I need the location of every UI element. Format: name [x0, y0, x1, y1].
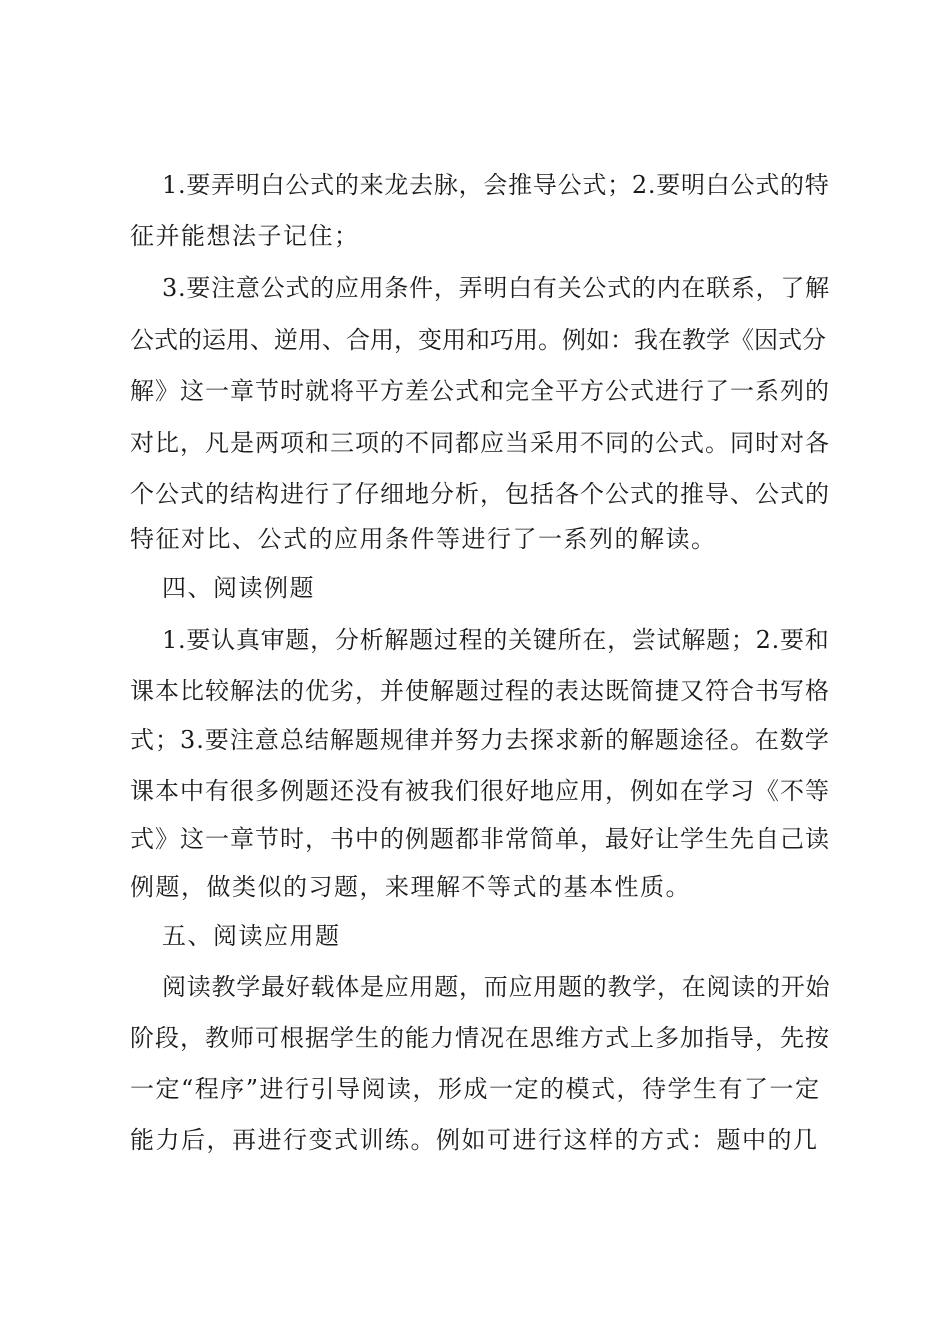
paragraph-line: 公式的运用、逆用、合用，变用和巧用。例如：我在教学《因式分 [130, 326, 826, 354]
paragraph-line: 1.要认真审题，分析解题过程的关键所在，尝试解题；2.要和 [162, 626, 830, 654]
paragraph-line: 式》这一章节时，书中的例题都非常简单，最好让学生先自己读 [130, 825, 830, 853]
paragraph-line: 个公式的结构进行了仔细地分析，包括各个公式的推导、公式的 [130, 480, 830, 508]
paragraph-line: 对比，凡是两项和三项的不同都应当采用不同的公式。同时对各 [130, 429, 830, 457]
paragraph-line: 3.要注意公式的应用条件，弄明白有关公式的内在联系，了解 [162, 274, 830, 302]
paragraph-line: 解》这一章节时就将平方差公式和完全平方公式进行了一系列的 [130, 377, 830, 405]
paragraph-line: 式；3.要注意总结解题规律并努力去探求新的解题途径。在数学 [130, 726, 830, 754]
paragraph-line: 例题，做类似的习题，来理解不等式的基本性质。 [130, 873, 691, 901]
paragraph-line: 阶段，教师可根据学生的能力情况在思维方式上多加指导，先按 [130, 1024, 830, 1052]
paragraph-line: 征并能想法子记住； [130, 222, 360, 250]
paragraph-line: 能力后，再进行变式训练。例如可进行这样的方式：题中的几 [130, 1126, 819, 1154]
paragraph-line: 课本中有很多例题还没有被我们很好地应用，例如在学习《不等 [130, 777, 830, 805]
paragraph-line: 课本比较解法的优劣，并使解题过程的表达既简捷又符合书写格 [130, 677, 830, 705]
paragraph-line: 阅读教学最好载体是应用题，而应用题的教学，在阅读的开始 [162, 973, 831, 1001]
paragraph-line: 一定“程序”进行引导阅读，形成一定的模式，待学生有了一定 [130, 1075, 821, 1103]
section-heading: 五、阅读应用题 [162, 922, 341, 950]
paragraph-line: 特征对比、公式的应用条件等进行了一系列的解读。 [130, 525, 717, 553]
paragraph-line: 1.要弄明白公式的来龙去脉，会推导公式；2.要明白公式的特 [162, 171, 830, 199]
section-heading: 四、阅读例题 [162, 574, 315, 602]
